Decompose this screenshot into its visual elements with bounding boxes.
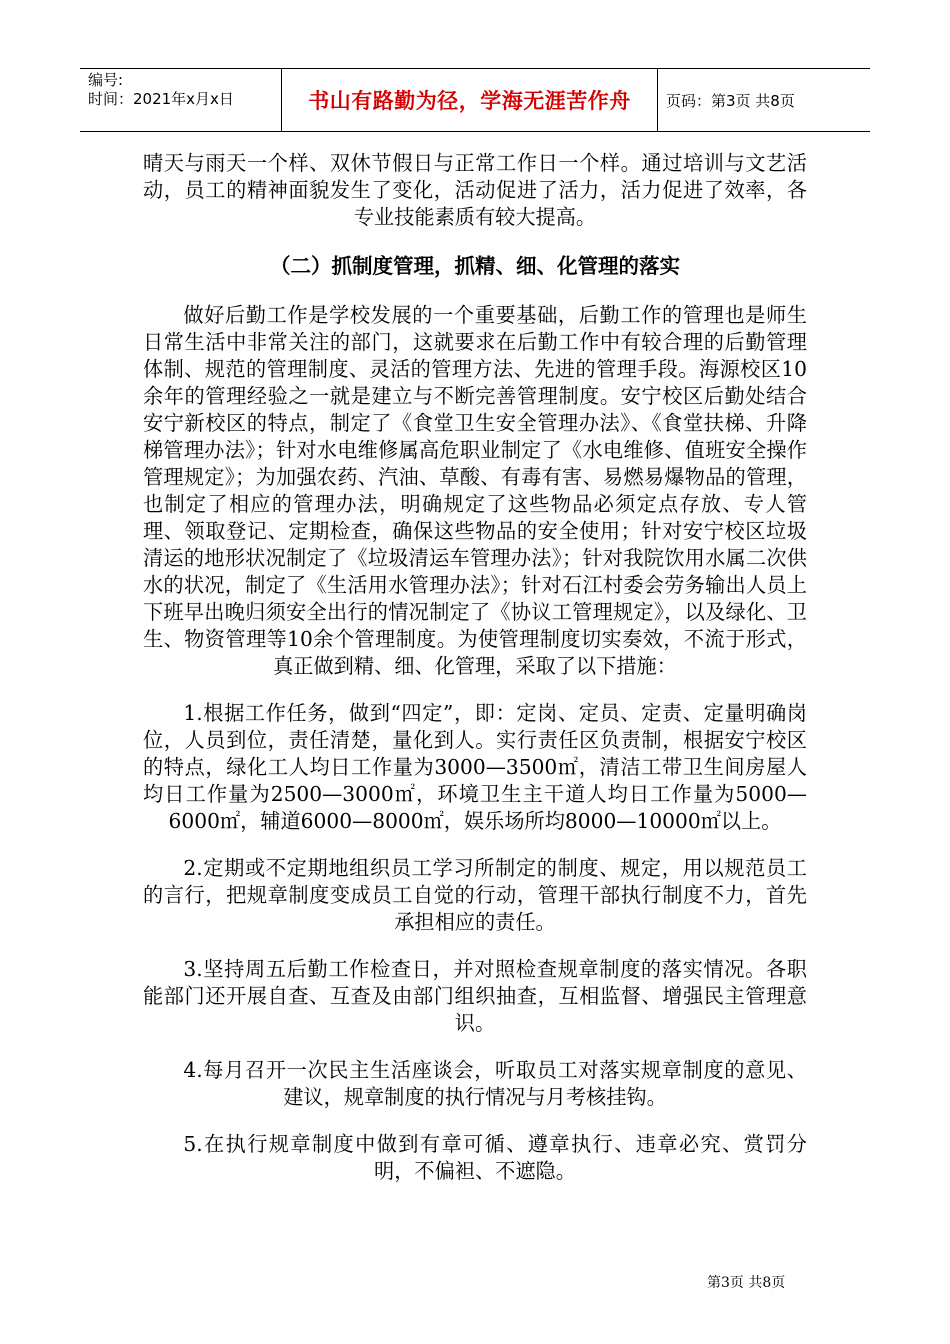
list-item: 2.定期或不定期地组织员工学习所制定的制度、规定，用以规范员工的言行，把规章制度变成员工自觉的行动，管理干部执行制度不力，首先承担相应的责任。 <box>143 856 807 934</box>
list-item: 5.在执行规章制度中做到有章可循、遵章执行、违章必究、赏罚分明，不偏袒、不遮隐。 <box>183 1132 807 1183</box>
document-body <box>143 150 807 1185</box>
page-header <box>80 68 870 132</box>
footer-page-number: 第3页 共8页 <box>707 1275 786 1291</box>
header-meta <box>80 69 282 131</box>
document-number-label: 编号: <box>88 71 124 89</box>
intro-paragraph: 晴天与雨天一个样、双休节假日与正常工作日一个样。通过培训与文艺活动，员工的精神面貌发生了变化，活动促进了活力，活力促进了效率，各专业技能素质有较大提高。 <box>143 151 807 229</box>
section-heading: （二）抓制度管理，抓精、细、化管理的落实 <box>270 254 680 278</box>
main-paragraph: 做好后勤工作是学校发展的一个重要基础，后勤工作的管理也是师生日常生活中非常关注的部门，这就要求在后勤工作中有较合理的后勤管理体制、规范的管理制度、灵活的管理方法、先进的管理手段。海源校区10余年的管理经验之一就是建立与不断完善管理制度。安宁校区后勤处结合安宁新校区的特点，制定了《食堂卫生安全管理办法》、《食堂扶梯、升降梯管理办法》；针对水电维修属高危职业制定了《水电维修、值班安全操作管理规定》；为加强农药、汽油、草酸、有毒有害、易燃易爆物品的管理，也制定了相应的管理办法，明确规定了这些物品必须定点存放、专人管理、领取登记、定期检查，确保这些物品的安全使用；针对安宁校区垃圾清运的地形状况制定了《垃圾清运车管理办法》；针对我院饮用水属二次供水的状况，制定了《生活用水管理办法》；针对石江村委会劳务输出人员上下班早出晚归须安全出行的情况制定了《协议工管理规定》，以及绿化、卫生、物资管理等10余个管理制度。为使管理制度切实奏效，不流于形式，真正做到精、细、化管理，采取了以下措施： <box>143 303 807 678</box>
list-item: 1.根据工作任务，做到“四定”，即：定岗、定员、定责、定量明确岗位，人员到位，责任清楚，量化到人。实行责任区负责制，根据安宁校区的特点，绿化工人均日工作量为3000—3500㎡，清洁工带卫生间房屋人均日工作量为2500—3000㎡，环境卫生主干道人均日工作量为5000—6000㎡，辅道6000—8000㎡，娱乐场所均8000—10000㎡以上。 <box>143 701 807 833</box>
document-date-label: 时间：2021年x月x日 <box>88 90 234 108</box>
list-item: 3.坚持周五后勤工作检查日，并对照检查规章制度的落实情况。各职能部门还开展自查、互查及由部门组织抽查，互相监督、增强民主管理意识。 <box>143 957 807 1035</box>
header-motto: 书山有路勤为径，学海无涯苦作舟 <box>282 69 658 131</box>
header-page-number: 页码：第3页 共8页 <box>666 91 795 110</box>
list-item: 4.每月召开一次民主生活座谈会，听取员工对落实规章制度的意见、建议，规章制度的执行情况与月考核挂钩。 <box>183 1058 807 1109</box>
